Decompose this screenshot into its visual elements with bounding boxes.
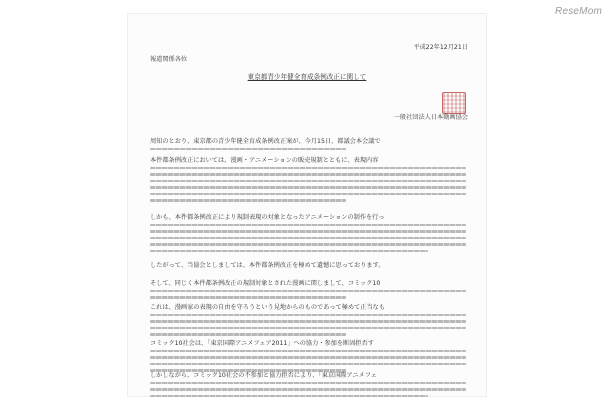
illegible-text-line [150,314,466,316]
illegible-text-line [150,290,466,292]
illegible-text-line [150,320,466,322]
illegible-text-line [150,167,466,169]
illegible-text-line [150,148,346,150]
illegible-text-line [150,243,466,245]
illegible-text-line [150,224,466,226]
paragraph-4 [150,262,466,272]
illegible-text-line [150,333,346,335]
paragraph-lead: したがって、当協会としましては、本件都条例改正を極めて遺憾に思っております。 [150,262,385,269]
illegible-text-line [150,327,466,329]
letter-sender: 一般社団法人日本動画協会 [393,114,468,121]
paragraph-lead: しかしながら、コミック10社会の不参加と協力拒否により、「東京国際アニメフェ [150,372,377,379]
illegible-text-line [150,363,466,365]
illegible-text-line [150,173,466,175]
paragraph-1 [150,138,466,154]
letter-title: 東京都青少年健全育成条例改正に関して [247,73,367,81]
letter-page [128,14,486,396]
letter-date: 平成22年12月21日 [413,44,468,51]
paragraph-lead: しかも、本件都条例改正により規制表現の対象となったアニメーションの制作を行っ [150,214,385,221]
illegible-text-line [150,388,466,390]
illegible-text-line [150,250,428,252]
illegible-text-line [150,356,466,358]
paragraph-5 [150,280,466,303]
illegible-text-line [150,199,346,201]
paragraph-3 [150,214,466,256]
resemom-logo: ReseMom [555,6,602,17]
paragraph-7 [150,340,466,376]
paragraph-lead: 周知のとおり、東京都の青少年健全育成条例改正案が、今月15日、都議会本会議で [150,138,381,145]
paragraph-2 [150,157,466,206]
illegible-text-line [150,350,466,352]
illegible-text-line [150,395,428,397]
official-seal-stamp [442,92,466,114]
paragraph-lead: 本件都条例改正においては、漫画・アニメーションの販売規制とともに、表現内容 [150,157,379,164]
illegible-text-line [150,230,466,232]
illegible-text-line [150,180,466,182]
paragraph-lead: コミック10社会は、「東京国際アニメフェア2011」への協力・参加を断固拒否す [150,340,374,347]
letter-addressee: 報道関係各位 [150,56,188,63]
paragraph-lead: そして、同じく本件都条例改正の規制対象とされた漫画に関しまして、コミック10 [150,280,381,287]
illegible-text-line [150,193,466,195]
paragraph-lead: これは、漫画家の表現の自由を守ろうという見地からのものであって極めて正当なも [150,304,386,311]
paragraph-8 [150,372,466,401]
illegible-text-line [150,237,466,239]
illegible-text-line [150,186,466,188]
paragraph-6 [150,304,466,340]
illegible-text-line [150,382,466,384]
illegible-text-line [150,296,346,298]
